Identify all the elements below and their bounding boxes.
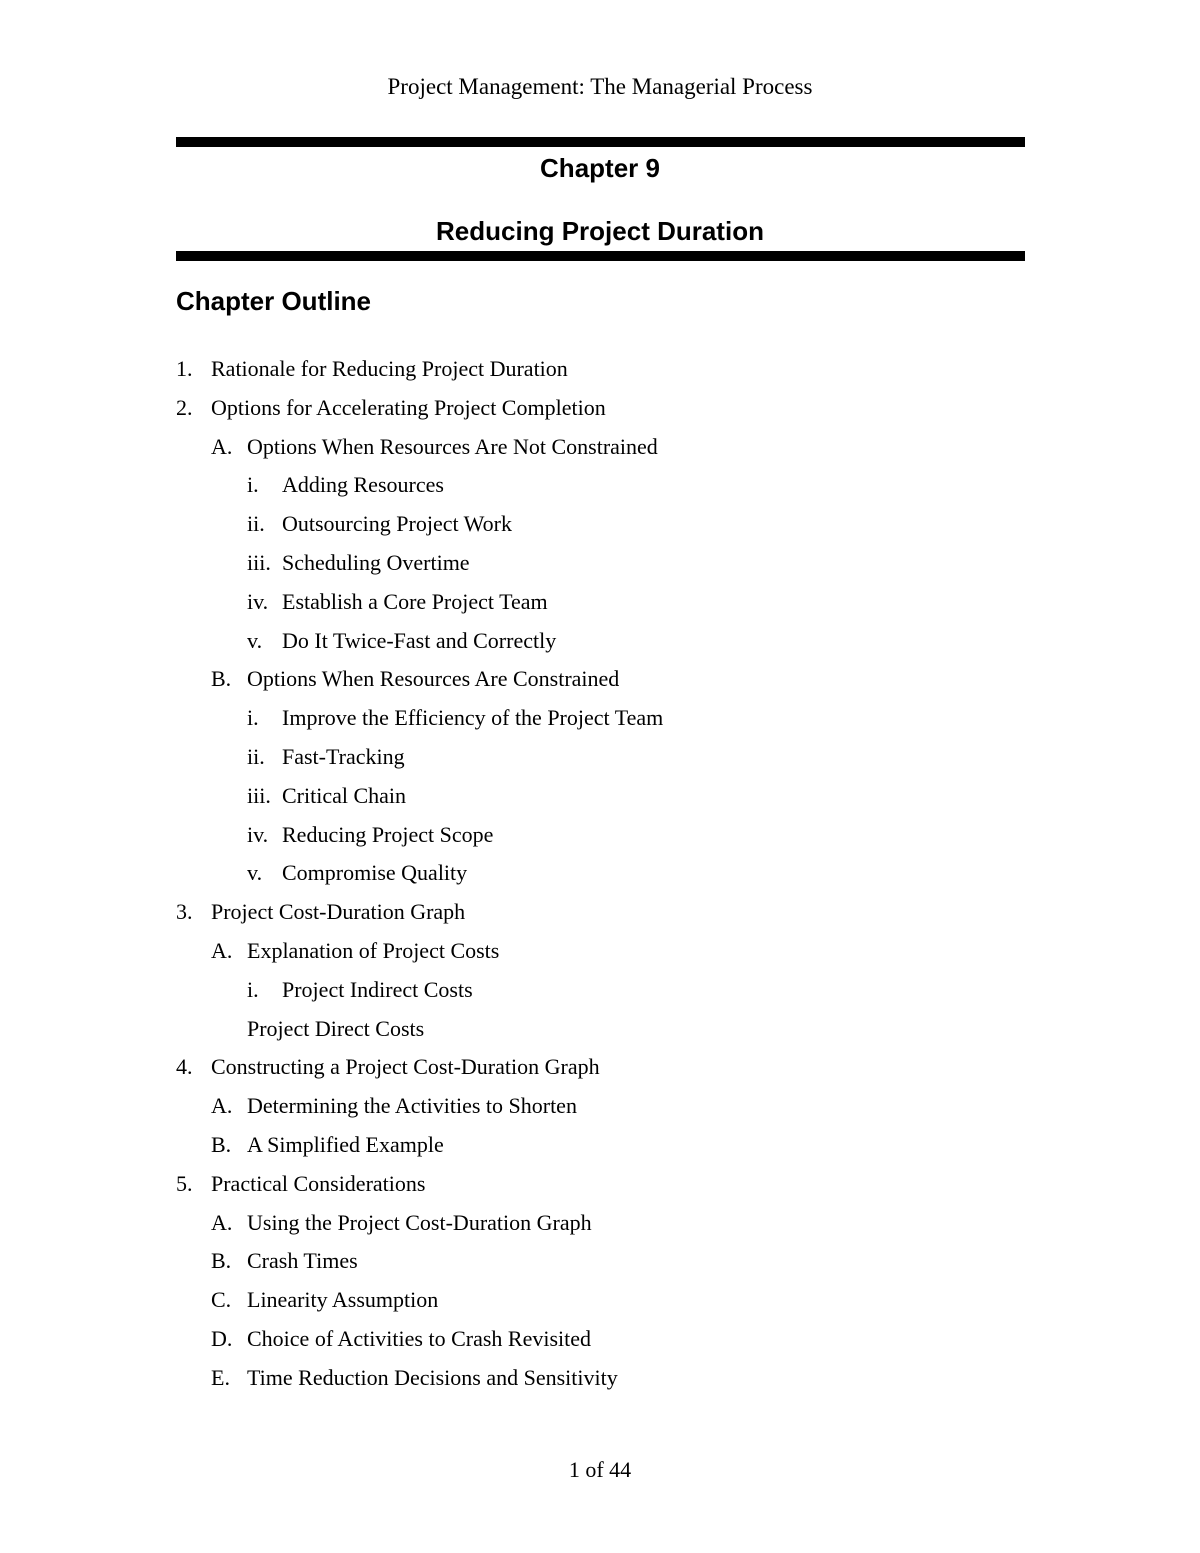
outline-item (0, 393, 1200, 432)
outline-text: Scheduling Overtime (282, 549, 470, 575)
outline-marker: v. (247, 627, 263, 653)
outline-text: Linearity Assumption (247, 1287, 439, 1313)
outline-text: Reducing Project Scope (282, 821, 494, 847)
outline-marker: B. (211, 1131, 232, 1157)
outline-text: Options When Resources Are Not Constrained (247, 433, 658, 459)
outline-marker: i. (247, 472, 259, 498)
outline-item (0, 1246, 1200, 1285)
outline-item (0, 587, 1200, 626)
outline-marker: ii. (247, 743, 265, 769)
outline-text: Time Reduction Decisions and Sensitivity (247, 1364, 618, 1390)
outline-marker: v. (247, 860, 263, 886)
outline-item (0, 897, 1200, 936)
outline-marker: iii. (247, 782, 271, 808)
outline-text: Critical Chain (282, 782, 407, 808)
outline-text: Project Cost-Duration Graph (211, 899, 466, 925)
outline-text: Do It Twice-Fast and Correctly (282, 627, 557, 653)
outline-marker: D. (211, 1325, 233, 1351)
top-rule (176, 137, 1025, 147)
outline-marker: ii. (247, 511, 265, 537)
outline-text: Fast-Tracking (282, 743, 405, 769)
outline-item (0, 432, 1200, 471)
outline-marker: 2. (176, 394, 193, 420)
outline-item (0, 1363, 1200, 1402)
outline-item (0, 626, 1200, 665)
outline-item (0, 936, 1200, 975)
outline-item (0, 1091, 1200, 1130)
outline-item (0, 975, 1200, 1014)
outline-marker: B. (211, 1248, 232, 1274)
outline-text: Options for Accelerating Project Completion (211, 394, 606, 420)
bottom-rule (176, 251, 1025, 261)
outline-marker: C. (211, 1287, 232, 1313)
outline-text: Practical Considerations (211, 1170, 426, 1196)
outline-marker: iii. (247, 549, 271, 575)
page-number: 1 of 44 (568, 1457, 632, 1482)
outline-item (0, 1169, 1200, 1208)
chapter-title: Reducing Project Duration (436, 216, 764, 246)
outline-text: Project Direct Costs (247, 1015, 425, 1041)
outline-marker: iv. (247, 821, 269, 847)
outline-item (0, 703, 1200, 742)
outline-text: Project Indirect Costs (282, 976, 473, 1002)
outline-item (0, 1285, 1200, 1324)
outline-text: Determining the Activities to Shorten (247, 1093, 577, 1119)
outline-marker: i. (247, 705, 259, 731)
outline-item (0, 1208, 1200, 1247)
outline-marker: A. (211, 433, 233, 459)
outline-item (0, 470, 1200, 509)
outline-item (0, 664, 1200, 703)
chapter-outline (0, 354, 1200, 1402)
outline-marker: i. (247, 976, 259, 1002)
outline-text: Establish a Core Project Team (282, 588, 548, 614)
outline-text: Explanation of Project Costs (247, 937, 500, 963)
outline-text: Crash Times (247, 1248, 358, 1274)
running-header: Project Management: The Managerial Process (387, 74, 813, 99)
outline-marker: A. (211, 937, 233, 963)
outline-item (0, 1324, 1200, 1363)
outline-text: Choice of Activities to Crash Revisited (247, 1325, 592, 1351)
outline-marker: 1. (176, 356, 193, 381)
outline-item (0, 509, 1200, 548)
chapter-number: Chapter 9 (540, 153, 660, 183)
outline-text: Adding Resources (282, 472, 444, 498)
outline-text: Using the Project Cost-Duration Graph (247, 1209, 592, 1235)
outline-item (0, 858, 1200, 897)
outline-marker: B. (211, 666, 232, 692)
outline-marker: E. (211, 1364, 230, 1390)
outline-marker: 5. (176, 1170, 193, 1196)
outline-marker: iv. (247, 588, 269, 614)
outline-marker: A. (211, 1093, 233, 1119)
outline-marker: 3. (176, 899, 193, 925)
outline-item (0, 781, 1200, 820)
outline-text: Rationale for Reducing Project Duration (211, 356, 568, 381)
outline-item (0, 1014, 1200, 1053)
outline-text: Constructing a Project Cost-Duration Graph (211, 1054, 600, 1080)
outline-item (0, 820, 1200, 859)
outline-item (0, 1130, 1200, 1169)
outline-item (0, 742, 1200, 781)
outline-text: Outsourcing Project Work (282, 511, 513, 537)
outline-item (0, 354, 1200, 393)
outline-item (0, 1052, 1200, 1091)
outline-text: Compromise Quality (282, 860, 468, 886)
outline-text: Options When Resources Are Constrained (247, 666, 620, 692)
outline-marker: 4. (176, 1054, 193, 1080)
outline-text: Improve the Efficiency of the Project Team (282, 705, 664, 731)
outline-item (0, 548, 1200, 587)
outline-marker: A. (211, 1209, 233, 1235)
outline-heading: Chapter Outline (176, 286, 372, 316)
outline-text: A Simplified Example (247, 1131, 444, 1157)
